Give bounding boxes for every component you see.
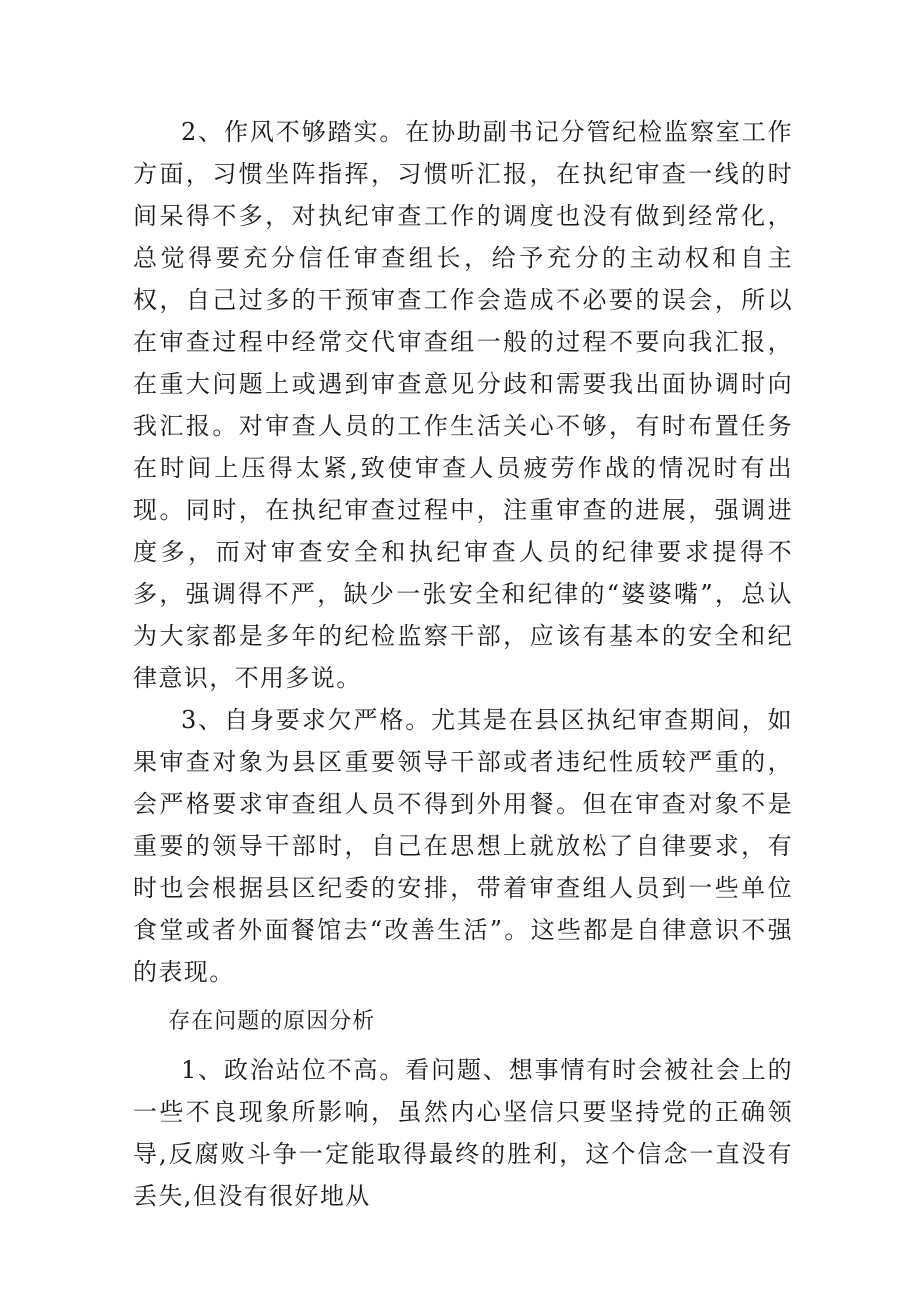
paragraph-self-discipline: 3、自身要求欠严格。尤其是在县区执纪审查期间，如果审查对象为县区重要领导干部或者违纪性质较严重的，会严格要求审查组人员不得到外用餐。但在审查对象不是重要的领导干部时，自己在思想上就放松了自律要求，有时也会根据县区纪委的安排，带着审查组人员到一些单位食堂或者外面餐馆去“改善生活”。这些都是自律意识不强的表现。	[133, 706, 793, 986]
document-body	[133, 111, 793, 1217]
paragraph-work-style: 2、作风不够踏实。在协助副书记分管纪检监察室工作方面，习惯坐阵指挥，习惯听汇报，在执纪审查一线的时间呆得不多，对执纪审查工作的调度也没有做到经常化，总觉得要充分信任审查组长，给予充分的主动权和自主权，自己过多的干预审查工作会造成不必要的误会，所以在审查过程中经常交代审查组一般的过程不要向我汇报，在重大问题上或遇到审查意见分歧和需要我出面协调时向我汇报。对审查人员的工作生活关心不够，有时布置任务在时间上压得太紧,致使审查人员疲劳作战的情况时有出现。同时，在执纪审查过程中，注重审查的进展，强调进度多，而对审查安全和执纪审查人员的纪律要求提得不多，强调得不严，缺少一张安全和纪律的“婆婆嘴”，总认为大家都是多年的纪检监察干部，应该有基本的安全和纪律意识，不用多说。	[133, 118, 793, 692]
section-heading-cause-analysis: 存在问题的原因分析	[168, 1009, 376, 1034]
paragraph-political-stance: 1、政治站位不高。看问题、想事情有时会被社会上的一些不良现象所影响，虽然内心坚信只要坚持党的正确领导,反腐败斗争一定能取得最终的胜利，这个信念一直没有丢失,但没有很好地从	[133, 1056, 793, 1210]
